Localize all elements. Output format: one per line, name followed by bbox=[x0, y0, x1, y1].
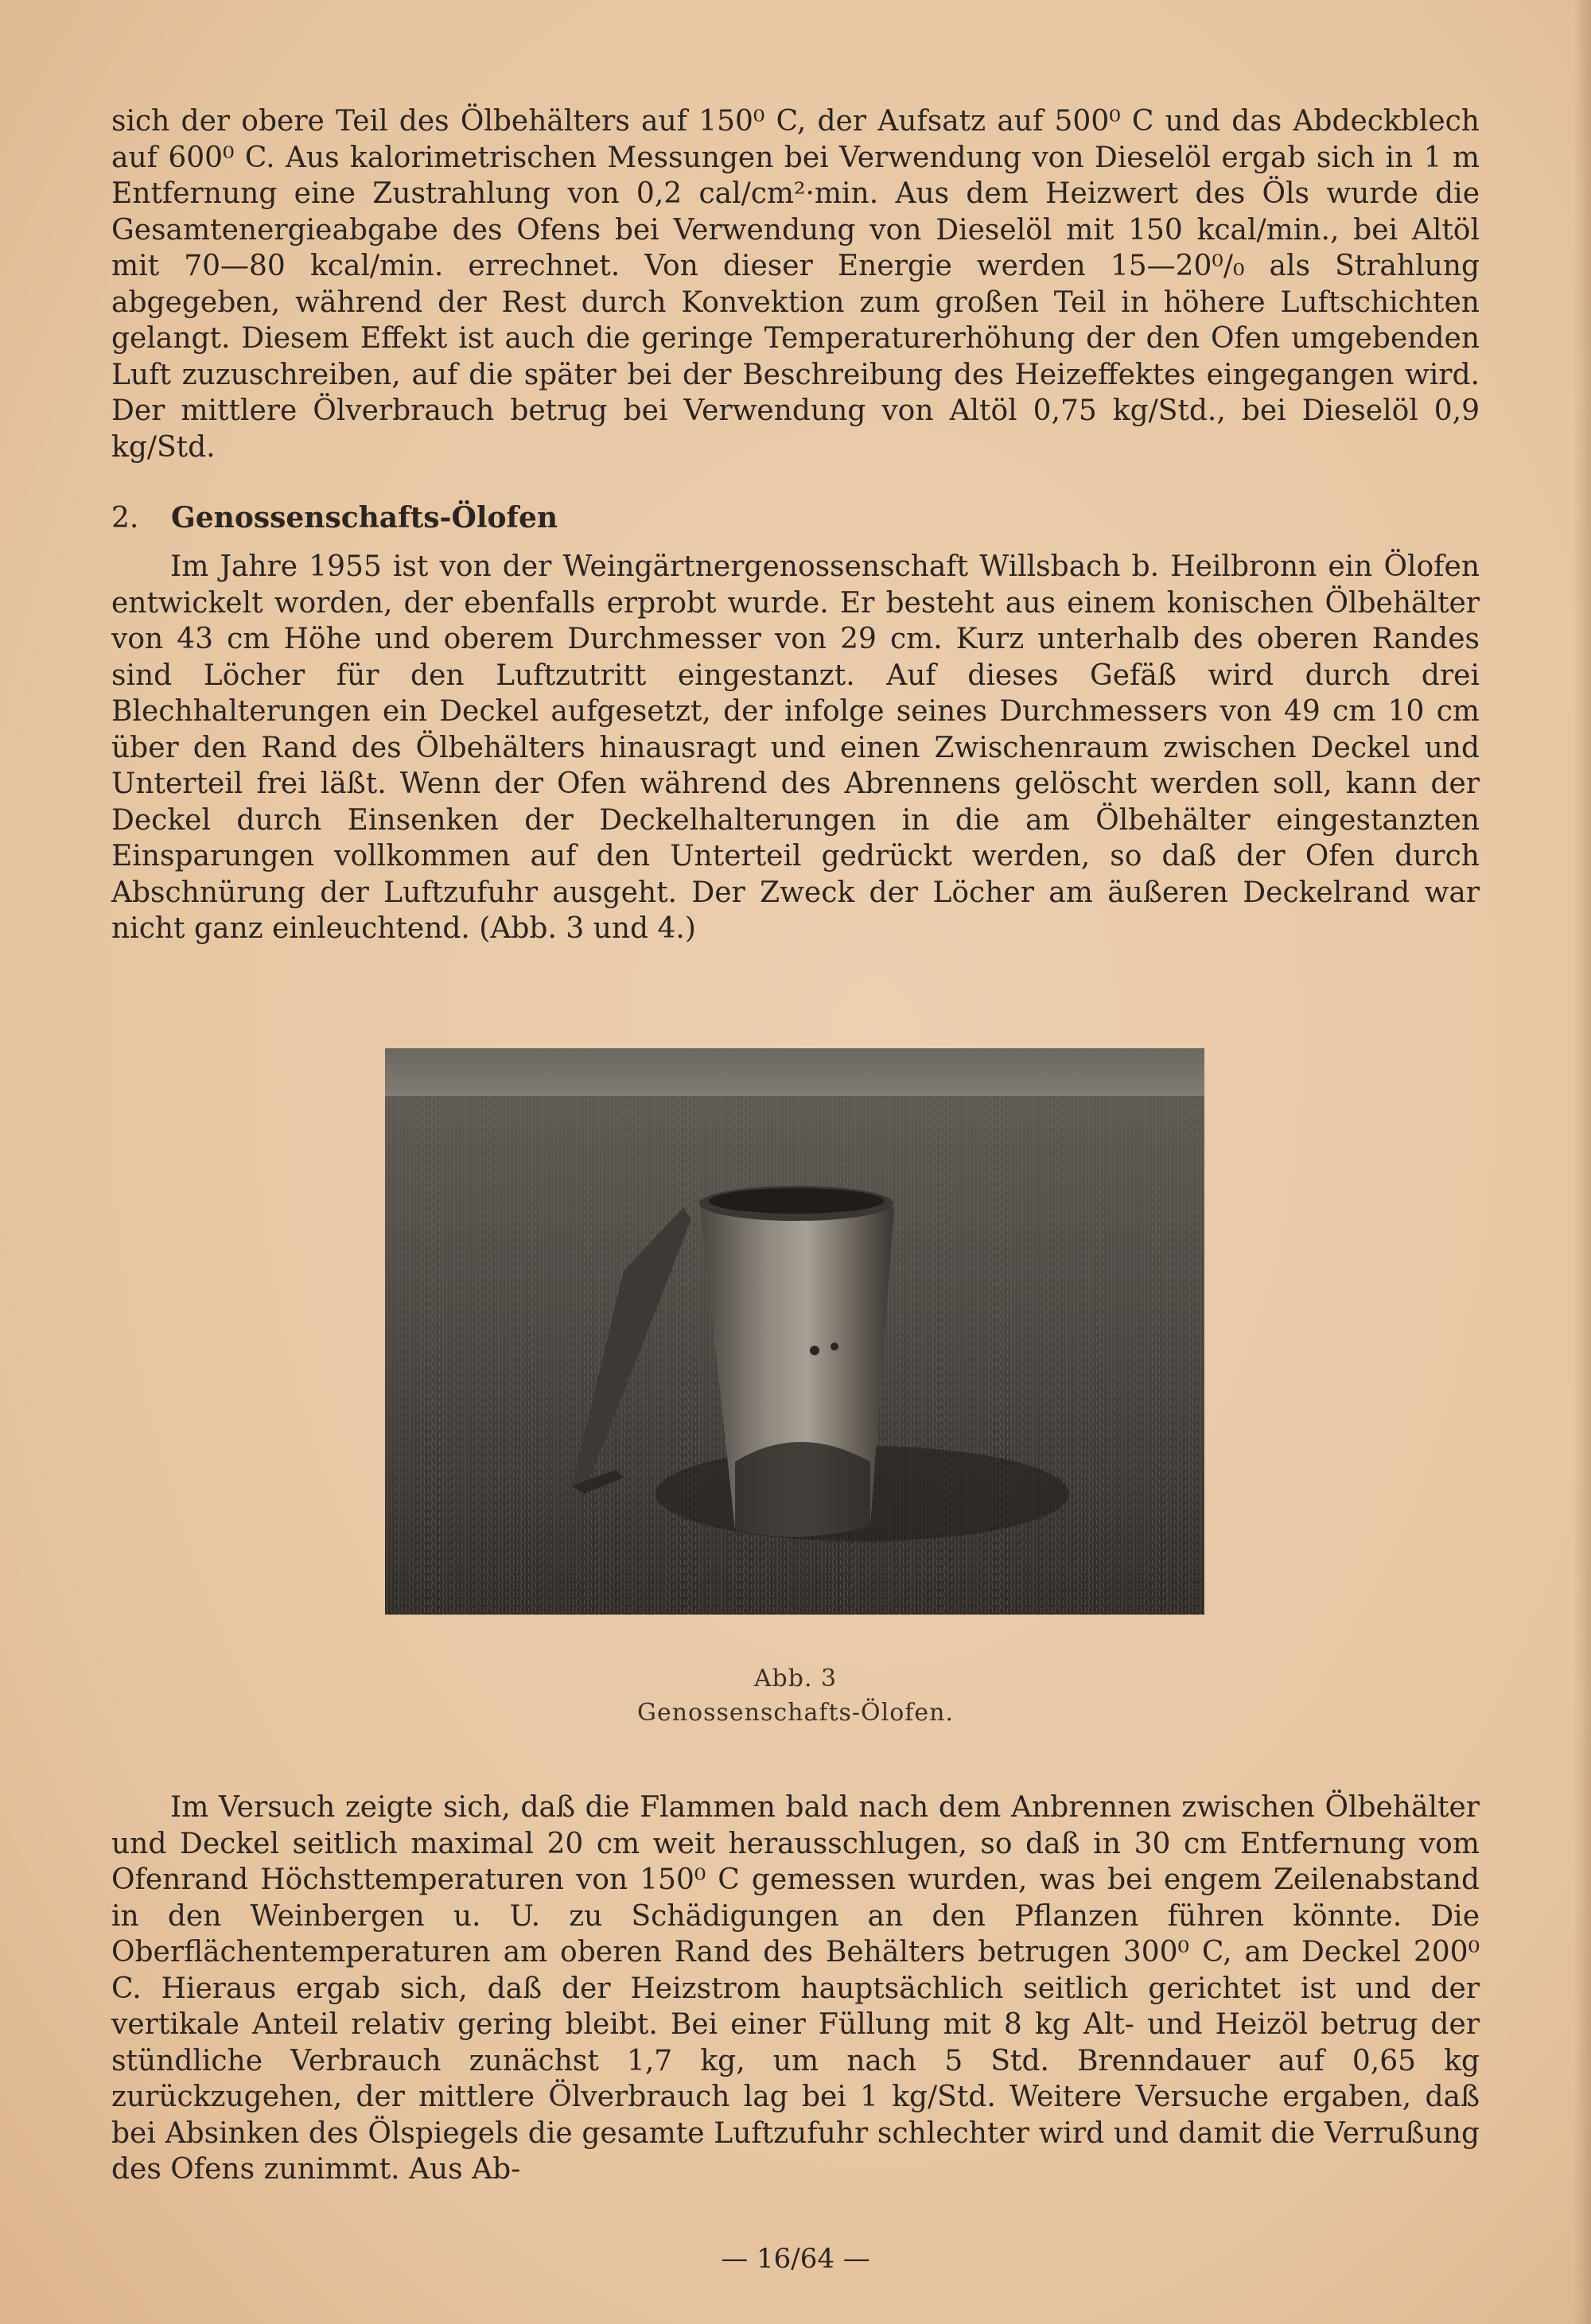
figure-caption: Genossenschafts-Ölofen. bbox=[636, 1699, 955, 1727]
paragraph-1-text: sich der obere Teil des Ölbehälters auf 150⁰ C, der Aufsatz auf 500⁰ C und das Abdeckblech auf 600⁰ C. Aus kalorimetrischen Messungen bei Verwendung von Dieselöl ergab sich in 1 m Entfernung eine Zustrahlung von 0,2 cal/cm²·min. Aus dem Heizwert des Öls wurde die Gesamtenergieabgabe des Ofens bei Verwendung von Dieselöl mit 150 kcal/min., bei Altöl mit 70—80 kcal/min. errechnet. Von dieser Energie werden 15—20⁰/₀ als Strahlung abgegeben, während der Rest durch Konvektion zum großen Teil in höhere Luftschichten gelangt. Diesem Effekt ist auch die geringe Temperaturerhöhung der den Ofen umgebenden Luft zuzuschreiben, auf die später bei der Beschreibung des Heizeffektes eingegangen wird. Der mittlere Ölverbrauch betrug bei Verwendung von Altöl 0,75 kg/Std., bei Dieselöl 0,9 kg/Std. bbox=[111, 105, 1480, 464]
paragraph-2 bbox=[111, 549, 1480, 947]
section-heading bbox=[111, 501, 558, 534]
paragraph-3 bbox=[111, 1790, 1480, 2188]
figure-label: Abb. 3 bbox=[753, 1665, 838, 1692]
section-number: 2. bbox=[111, 502, 139, 534]
page-edge-shadow bbox=[1573, 0, 1591, 2324]
paragraph-3-text: Im Versuch zeigte sich, daß die Flammen bald nach dem Anbrennen zwischen Ölbehälter und Deckel seitlich maximal 20 cm weit herausschlugen, so daß in 30 cm Entfernung vom Ofenrand Höchsttemperaturen von 150⁰ C gemessen wurden, was bei engem Zeilenabstand in den Weinbergen u. U. zu Schädigungen an den Pflanzen führen könnte. Die Oberflächentemperaturen am oberen Rand des Behälters betrugen 300⁰ C, am Deckel 200⁰ C. Hieraus ergab sich, daß der Heizstrom hauptsächlich seitlich gerichtet ist und der vertikale Anteil relativ gering bleibt. Bei einer Füllung mit 8 kg Alt- und Heizöl betrug der stündliche Verbrauch zunächst 1,7 kg, um nach 5 Std. Brenndauer auf 0,65 kg zurückzugehen, der mittlere Ölverbrauch lag bei 1 kg/Std. Weitere Versuche ergaben, daß bei Absinken des Ölspiegels die gesamte Luftzufuhr schlechter wird und damit die Verrußung des Ofens zunimmt. Aus Ab- bbox=[111, 1791, 1480, 2186]
paragraph-1 bbox=[111, 103, 1480, 465]
photo-oil-stove-image bbox=[385, 1048, 1204, 1615]
page-number: — 16/64 — bbox=[721, 2243, 870, 2275]
section-title: Genossenschafts-Ölofen bbox=[171, 501, 558, 534]
figure-photo-oil-stove bbox=[385, 1048, 1204, 1615]
paragraph-2-text: Im Jahre 1955 ist von der Weingärtnergenossenschaft Willsbach b. Heilbronn ein Ölofen entwickelt worden, der ebenfalls erprobt wurde. Er besteht aus einem konischen Ölbehälter von 43 cm Höhe und oberem Durchmesser von 29 cm. Kurz unterhalb des oberen Randes sind Löcher für den Luftzutritt eingestanzt. Auf dieses Gefäß wird durch drei Blechhalterungen ein Deckel aufgesetzt, der infolge seines Durchmessers von 49 cm 10 cm über den Rand des Ölbehälters hinausragt und einen Zwischenraum zwischen Deckel und Unterteil frei läßt. Wenn der Ofen während des Abrennens gelöscht werden soll, kann der Deckel durch Einsenken der Deckelhalterungen in die am Ölbehälter eingestanzten Einsparungen vollkommen auf den Unterteil gedrückt werden, so daß der Ofen durch Abschnürung der Luftzufuhr ausgeht. Der Zweck der Löcher am äußeren Deckelrand war nicht ganz einleuchtend. (Abb. 3 und 4.) bbox=[111, 550, 1480, 945]
